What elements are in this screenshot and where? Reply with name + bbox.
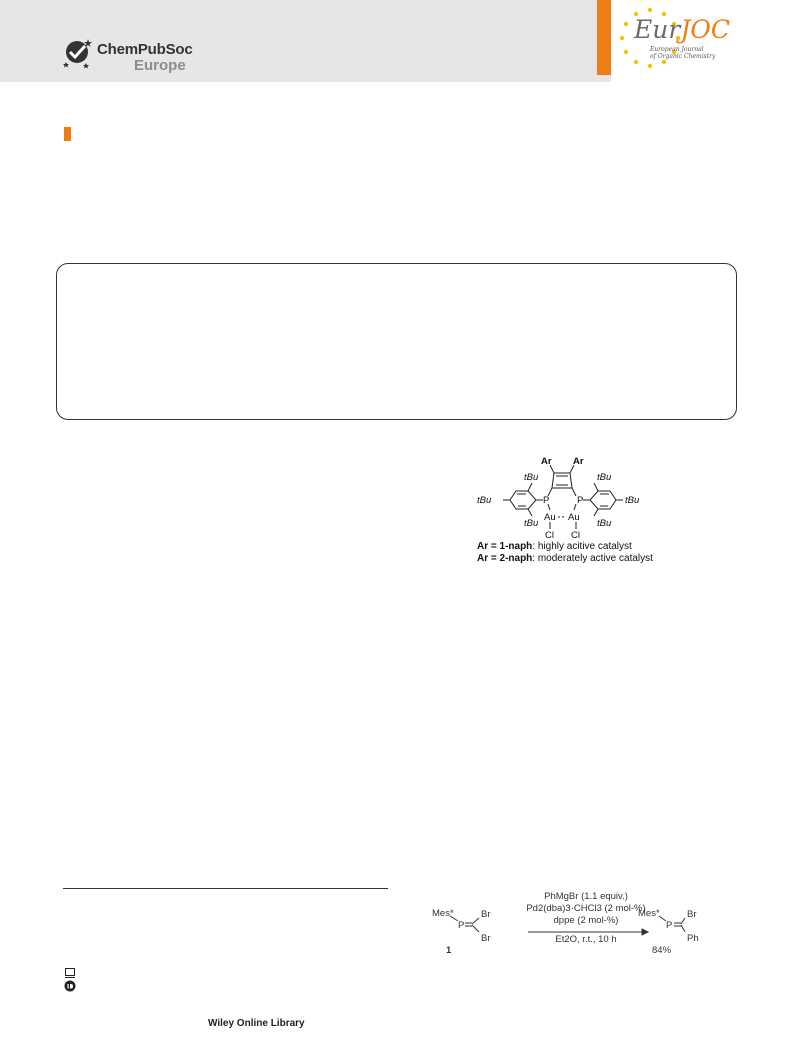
scheme-product-p: P	[666, 920, 673, 931]
scheme-start-br-top: Br	[481, 909, 491, 920]
p-right-label: P	[577, 495, 584, 506]
journal-brand-part1: Eur	[634, 15, 681, 44]
journal-brand	[634, 16, 730, 44]
publisher-region: Europe	[134, 57, 186, 74]
footnote-divider	[63, 888, 388, 889]
scheme-product-br: Br	[687, 909, 697, 920]
scheme-product-mes: Mes*	[638, 908, 660, 919]
scheme-start-mes: Mes*	[432, 908, 454, 919]
scheme-conditions: Et2O, r.t., 10 h	[555, 934, 617, 945]
scheme-start-p: P	[458, 920, 465, 931]
tbu-left-para-label: tBu	[477, 495, 492, 506]
au-left-label: Au	[544, 512, 556, 523]
figure-caption-line-2: Ar = 2-naph: moderately active catalyst	[477, 553, 653, 564]
scheme-reagent-1: PhMgBr (1.1 equiv.)	[544, 891, 628, 902]
tbu-left-top-label: tBu	[524, 472, 539, 483]
chempubsoc-emblem-icon	[62, 36, 96, 70]
tbu-right-bottom-label: tBu	[597, 518, 612, 529]
scheme-product-yield: 84%	[652, 945, 672, 956]
scheme-reagent-3: dppe (2 mol-%)	[553, 915, 619, 926]
p-left-label: P	[543, 495, 550, 506]
journal-subtitle-line2: of Organic Chemistry	[650, 53, 716, 60]
section-marker	[64, 127, 71, 141]
ar-left-label: Ar	[541, 456, 552, 467]
scheme-start-br-bottom: Br	[481, 933, 491, 944]
wiley-online-library-label: Wiley Online Library	[208, 1018, 305, 1029]
journal-brand-part2: JOC	[680, 15, 730, 44]
abstract-box	[56, 263, 737, 420]
figure-caption-line-1: Ar = 1-naph: highly acitive catalyst	[477, 541, 632, 552]
publisher-name: ChemPubSoc	[97, 41, 193, 58]
ar-right-label: Ar	[573, 456, 584, 467]
reaction-scheme	[420, 888, 720, 958]
scheme-reagent-2: Pd2(dba)3·CHCl3 (2 mol-%)	[526, 903, 646, 914]
journal-header	[0, 0, 796, 82]
orcid-icon[interactable]	[64, 980, 76, 992]
accent-strip	[597, 0, 611, 75]
cl-left-label: Cl	[545, 530, 554, 541]
cl-right-label: Cl	[571, 530, 580, 541]
tbu-right-top-label: tBu	[597, 472, 612, 483]
tbu-left-bottom-label: tBu	[524, 518, 539, 529]
journal-subtitle-line1: European Journal	[650, 46, 704, 53]
supporting-info-icon[interactable]	[64, 967, 76, 979]
scheme-compound-number: 1	[446, 945, 452, 956]
scheme-product-ph: Ph	[687, 933, 699, 944]
tbu-right-para-label: tBu	[625, 495, 640, 506]
gold-complex-structure	[470, 450, 700, 550]
au-right-label: Au	[568, 512, 580, 523]
